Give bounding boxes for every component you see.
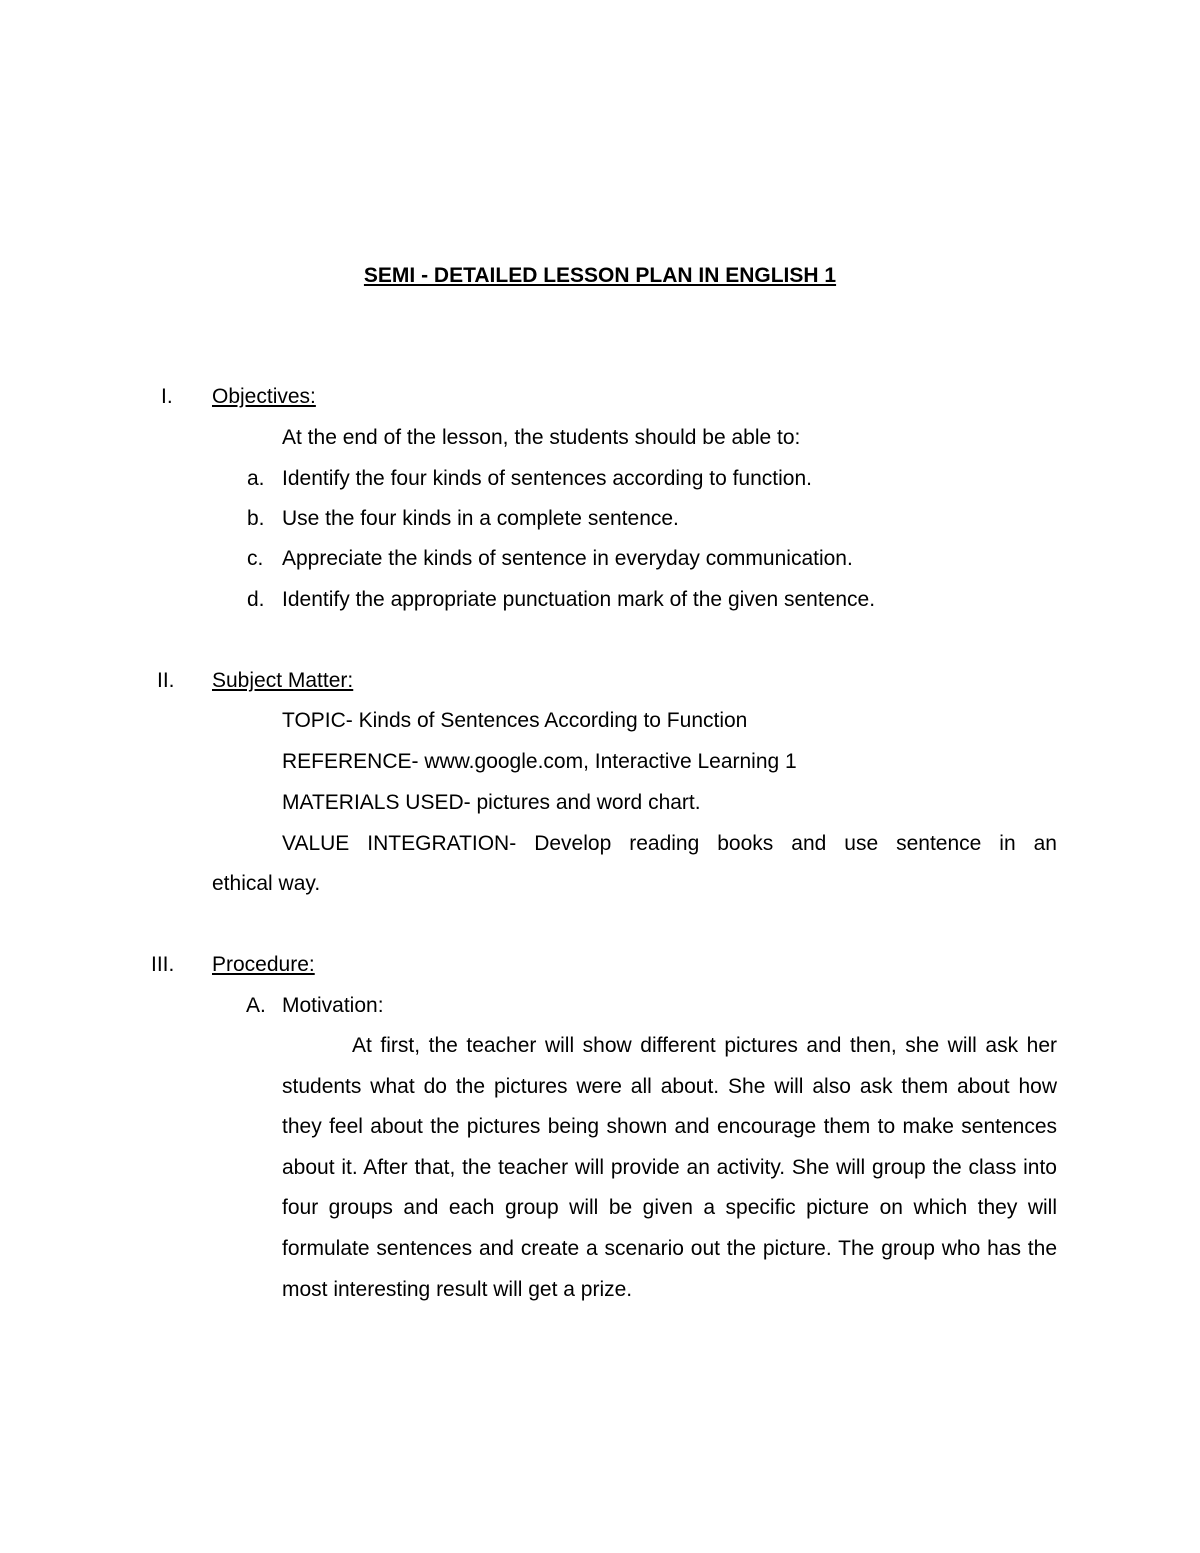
subject-value-integration-cont: ethical way.: [212, 872, 321, 895]
subject-topic: TOPIC- Kinds of Sentences According to Function: [282, 709, 748, 732]
section-heading-objectives: Objectives:: [212, 385, 316, 408]
document-title: SEMI - DETAILED LESSON PLAN IN ENGLISH 1: [363, 264, 837, 287]
section-heading-subject-matter: Subject Matter:: [212, 669, 354, 692]
section-heading-procedure: Procedure:: [212, 953, 315, 976]
objectives-intro: At the end of the lesson, the students should be able to:: [282, 426, 801, 449]
subject-reference: REFERENCE- www.google.com, Interactive Learning 1: [282, 750, 797, 773]
subject-materials: MATERIALS USED- pictures and word chart.: [282, 791, 701, 814]
objective-item-b: Use the four kinds in a complete sentence.: [282, 507, 679, 530]
section-numeral-objectives: I.: [161, 385, 173, 408]
motivation-paragraph: At first, the teacher will show different pictures and then, she will ask her students what do the pictures were all about. She will also ask them about how they feel about the pictures being shown and encourage them to make sentences about it. After that, the teacher will provide an activity. She will group the class into four groups and each group will be given a specific picture on which they will formulate sentences and create a scenario out the picture. The group who has the most interesting result will get a prize.: [282, 1034, 1057, 1301]
objective-marker-a: a.: [247, 467, 265, 490]
objective-item-d: Identify the appropriate punctuation mark of the given sentence.: [282, 588, 876, 611]
section-numeral-procedure: III.: [151, 953, 175, 976]
section-numeral-subject-matter: II.: [157, 669, 175, 692]
objective-marker-d: d.: [247, 588, 265, 611]
subject-value-integration: VALUE INTEGRATION- Develop reading books and use sentence in an: [282, 832, 1057, 855]
objective-marker-c: c.: [247, 547, 264, 570]
objective-item-a: Identify the four kinds of sentences according to function.: [282, 467, 812, 490]
objective-marker-b: b.: [247, 507, 265, 530]
motivation-label: Motivation:: [282, 994, 384, 1017]
objective-item-c: Appreciate the kinds of sentence in everyday communication.: [282, 547, 853, 570]
motivation-marker: A.: [246, 994, 266, 1017]
